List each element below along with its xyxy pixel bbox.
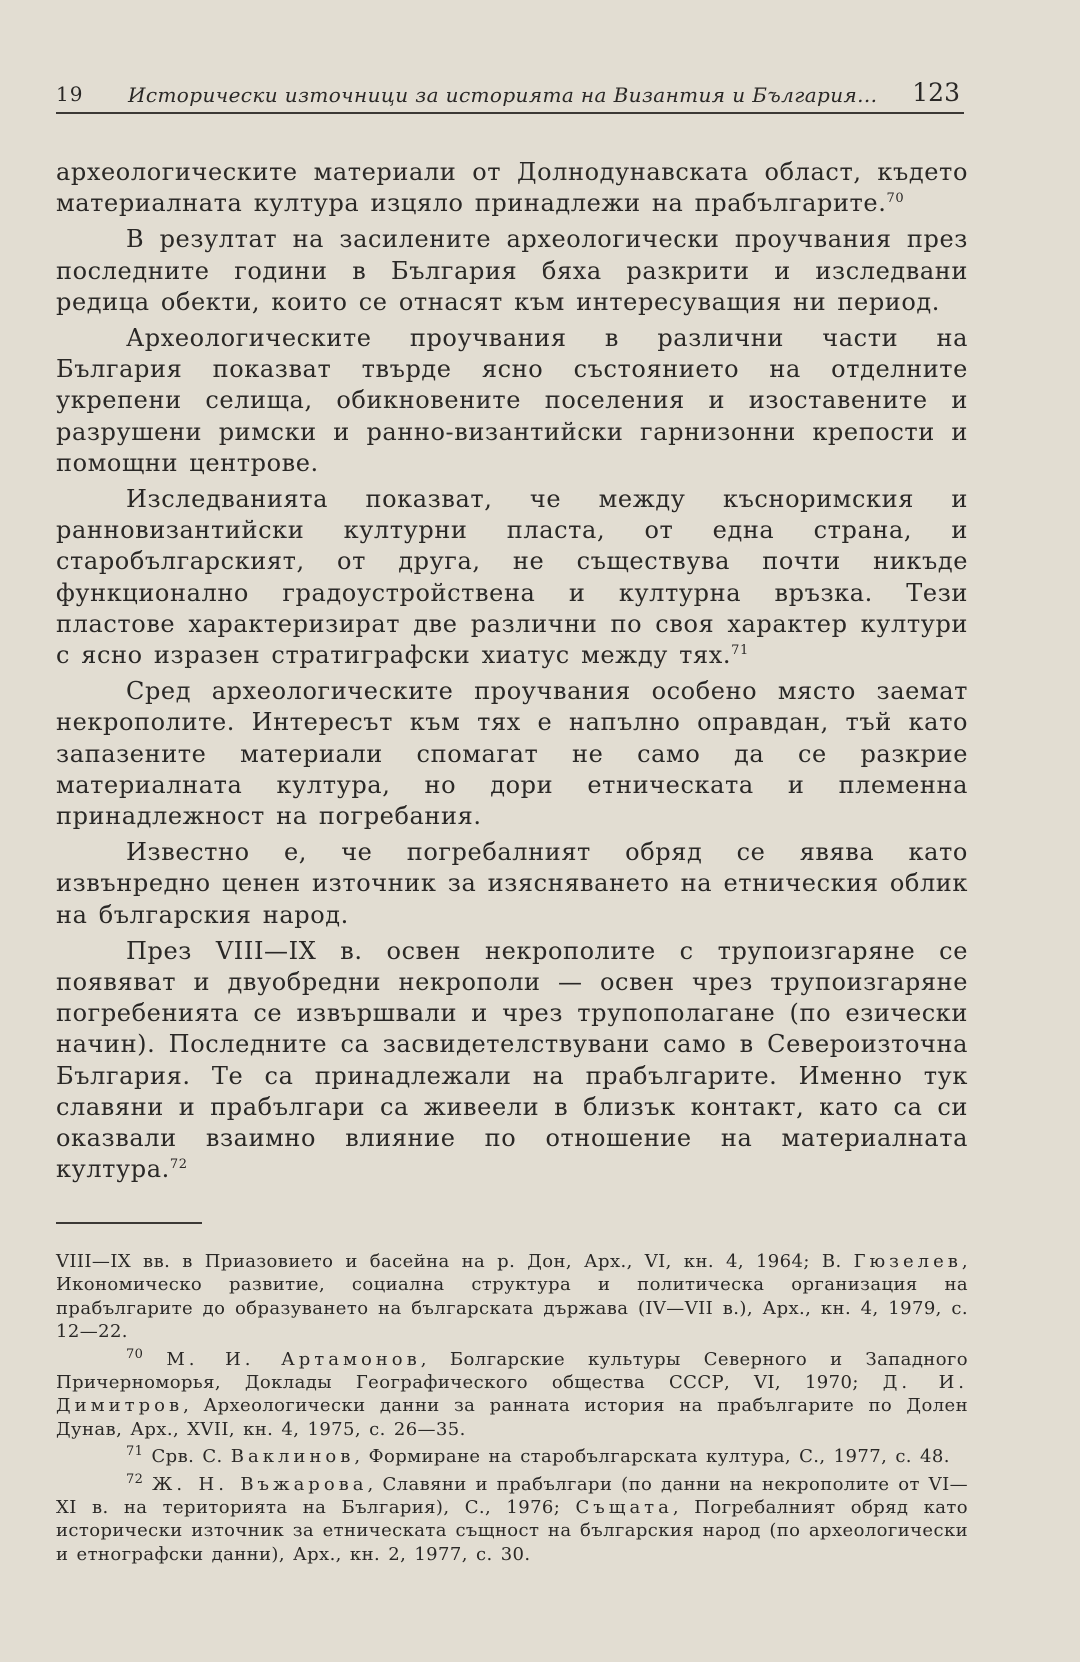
footnote-divider xyxy=(56,1222,202,1224)
main-text xyxy=(56,157,968,1191)
footnote-number: 71 xyxy=(126,1444,144,1460)
running-title: Исторически източници за историята на Византия и България... xyxy=(128,83,878,107)
author-name: Ж. Н. Въжарова xyxy=(152,1473,368,1495)
author-name: Гюзелев xyxy=(853,1251,962,1272)
author-name: М. И. Артамонов xyxy=(166,1348,421,1370)
paragraph: археологическите материали от Долнодунавската област, където материалната култура изцяло принадлежи на прабългарите.$^{70}$ xyxy=(56,158,968,218)
paragraph: През VIII—IX в. освен некрополите с трупоизгаряне се появяват и двуобредни некрополи — освен чрез трупоизгаряне погребенията се извършвали и чрез трупополагане (по езически начин). Последните са засвидетелствувани само в Североизточна България. Те са принадлежали на прабългарите. Именно тук славяни и прабългари са живеели в близък контакт, като са си оказвали взаимно влияние по отношение на материалната култура.$^{72}$ xyxy=(56,936,968,1184)
paragraph: В резултат на засилените археологически проучвания през последните години в България бяха разкрити и изследвани редица обекти, които се отнасят към интересуващия ни период. xyxy=(56,225,968,316)
footnote-70: $^{70}$ М. И. Артамонов, Болгарские культуры Северного и Западного Причерноморья, Доклады Географического общества СССР, VI, 1970; Д. И. Димитров, Археологически данни за ранната история на прабългарите по Долен Дунав, Арх., XVII, кн. 4, 1975, с. 26—35. xyxy=(56,1346,969,1440)
paragraph: Известно е, че погребалният обряд се явява като извънредно ценен източник за изясняването на етническия облик на българския народ. xyxy=(56,838,968,929)
footnote-72: $^{72}$ Ж. Н. Въжарова, Славяни и прабългари (по данни на некрополите от VI—XI в. на територията на България), С., 1976; Същата, Погребалният обряд като исторически източник за етническата същност на българския народ (по археологически и етнографски данни), Арх., кн. 2, 1977, с. 30. xyxy=(56,1471,968,1565)
footnote-number: 70 xyxy=(126,1346,144,1362)
footnote-ref[interactable]: 71 xyxy=(731,643,749,659)
paragraph: Изследванията показват, че между къснoримския и ранновизантийски културни пласта, от една страна, и старобългарският, от друга, не съществува почти никъде функционално градоустройствена и културна връзка. Тези пластове характеризират две различни по своя характер култури с ясно изразен стратиграфски хиатус между тях.$^{71}$ xyxy=(56,485,968,670)
paragraph: Сред археологическите проучвания особено място заемат некрополите. Интересът към тях е напълно оправдан, тъй като запазените материали спомагат не само да се разкрие материалната култура, но дори етническата и племенна принадлежност на погребания. xyxy=(56,677,968,831)
footnote-ref[interactable]: 72 xyxy=(169,1157,188,1173)
running-header xyxy=(56,78,964,114)
page-number: 123 xyxy=(912,78,960,107)
footnotes xyxy=(56,1250,968,1570)
footnote-ref[interactable]: 70 xyxy=(886,191,905,207)
footnote-number: 72 xyxy=(126,1471,144,1487)
chapter-number: 19 xyxy=(56,82,84,106)
author-name: Същата xyxy=(575,1497,673,1519)
footnote-71: $^{71}$ Срв. С. Ваклинов, Формиране на старобългарската култура, С., 1977, с. 48. xyxy=(126,1444,950,1468)
author-name: Д. И. Димитров xyxy=(56,1372,969,1417)
author-name: Ваклинов xyxy=(230,1446,355,1468)
paragraph: Археологическите проучвания в различни части на България показват твърде ясно състоянието на отделните укрепени селища, обикновените поселения и изоставените и разрушени римски и ранно-византийски гарнизонни крепости и помощни центрове. xyxy=(56,324,968,477)
footnote-continued: VIII—IX вв. в Приазовието и басейна на р. Дон, Арх., VI, кн. 4, 1964; В. Гюзелев, Икономическо развитие, социална структура и политическа организация на прабългарите до образуването на българската държава (IV—VII в.), Арх., кн. 4, 1979, с. 12—22. xyxy=(56,1251,968,1343)
